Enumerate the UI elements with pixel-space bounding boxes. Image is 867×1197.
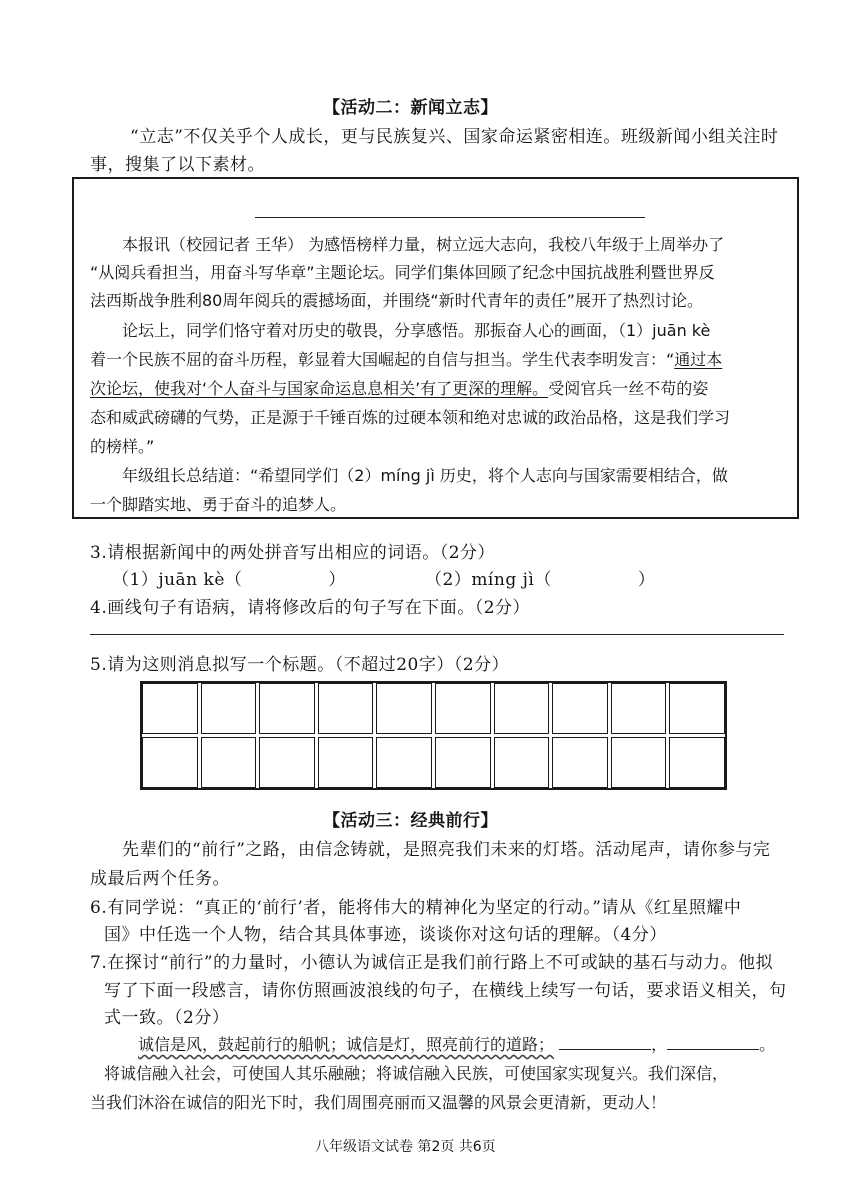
news-p2-line4: 态和威武磅礴的气势，正是源于千锤百炼的过硬本领和绝对忠诚的政治品格，这是我们学习 — [90, 408, 731, 427]
question-3: 3.请根据新闻中的两处拼音写出相应的词语。（2分） — [90, 543, 496, 563]
question-6-line2: 国》中任选一个人物，结合其具体事迹，谈谈你对这句话的理解。（4分） — [104, 925, 667, 945]
news-p2-line2 — [90, 347, 722, 370]
grid-cell[interactable] — [142, 737, 198, 788]
question-6-line1: 6.有同学说：“真正的‘前行’者，能将伟大的精神化为坚定的行动。”请从《红星照耀中 — [90, 898, 742, 918]
page-footer: 八年级语文试卷 第2页 共6页 — [315, 1139, 496, 1155]
activity3-heading: 【活动三：经典前行】 — [323, 811, 498, 831]
question-5: 5.请为这则消息拟写一个标题。（不超过20字）（2分） — [90, 655, 510, 675]
grid-cell[interactable] — [552, 737, 608, 788]
underlined-sentence-part2: 次论坛，使我对‘个人奋斗与国家命运息息相关’有了更深的理解。 — [90, 379, 549, 398]
grid-cell[interactable] — [201, 683, 257, 734]
grid-cell[interactable] — [318, 683, 374, 734]
grid-cell[interactable] — [259, 737, 315, 788]
activity2-intro-line1: “立志”不仅关乎个人成长，更与民族复兴、国家命运紧密相连。班级新闻小组关注时 — [130, 127, 779, 147]
q7-period: 。 — [759, 1035, 776, 1054]
grid-cell[interactable] — [494, 737, 550, 788]
q3-answer-1 — [112, 565, 346, 590]
activity3-intro-line1: 先辈们的“前行”之路，由信念铸就，是照亮我们未来的灯塔。活动尾声，请你参与完 — [122, 840, 771, 860]
q7-sentence-line — [138, 1032, 775, 1055]
question-4: 4.画线句子有语病，请将修改后的句子写在下面。（2分） — [90, 598, 531, 618]
news-p3-line1: 年级组长总结道：“希望同学们（2）míng jì 历史，将个人志向与国家需要相结合，做 — [122, 466, 728, 485]
grid-cell[interactable] — [435, 683, 491, 734]
news-p1-line1: 本报讯（校园记者 王华） 为感悟榜样力量，树立远大志向，我校八年级于上周举办了 — [122, 235, 725, 254]
grid-cell[interactable] — [494, 683, 550, 734]
grid-cell[interactable] — [552, 683, 608, 734]
underlined-sentence-part1: 通过本 — [674, 350, 723, 369]
q3-answer-1-label: （1）juān kè（ — [112, 570, 243, 590]
grid-cell[interactable] — [318, 737, 374, 788]
news-p2-line1: 论坛上，同学们恪守着对历史的敬畏，分享感悟。那振奋人心的画面，（1）juān kè — [122, 321, 711, 340]
grid-cell[interactable] — [376, 683, 432, 734]
q7-comma: ， — [651, 1035, 668, 1054]
grid-cell[interactable] — [435, 737, 491, 788]
news-p1-line3: 法西斯战争胜利80周年阅兵的震撼场面，并围绕“新时代青年的责任”展开了热烈讨论。 — [90, 291, 703, 310]
q7-text-line6: 当我们沐浴在诚信的阳光下时，我们周围亮丽而又温馨的风景会更清新，更动人！ — [90, 1093, 667, 1112]
q7-blank-1[interactable] — [559, 1035, 651, 1050]
q3-answer-2-close: ） — [637, 570, 656, 590]
question-7-line1: 7.在探讨“前行”的力量时，小德认为诚信正是我们前行路上不可或缺的基石与动力。他拟 — [90, 953, 774, 973]
q3-answer-2-label: （2）míng jì（ — [425, 570, 552, 590]
q3-answer-2 — [425, 565, 655, 590]
news-p2-line3 — [90, 376, 708, 399]
news-p1-line2: “从阅兵看担当，用奋斗写华章”主题论坛。同学们集体回顾了纪念中国抗战胜利暨世界反 — [90, 263, 715, 282]
news-p3-line2: 一个脚踏实地、勇于奋斗的追梦人。 — [90, 495, 347, 514]
activity2-heading: 【活动二：新闻立志】 — [323, 98, 498, 118]
q7-blank-2[interactable] — [667, 1035, 759, 1050]
grid-cell[interactable] — [611, 683, 667, 734]
title-writing-grid[interactable] — [140, 681, 727, 790]
news-title-blank — [255, 217, 645, 218]
activity3-intro-line2: 成最后两个任务。 — [90, 869, 230, 889]
grid-cell[interactable] — [201, 737, 257, 788]
q7-text-line5: 将诚信融入社会，可使国人其乐融融；将诚信融入民族，可使国家实现复兴。我们深信， — [104, 1064, 729, 1083]
news-p2-line3-text: 受阅官兵一丝不苟的姿 — [548, 379, 709, 398]
grid-cell[interactable] — [142, 683, 198, 734]
grid-cell[interactable] — [669, 683, 725, 734]
activity2-intro-line2: 事，搜集了以下素材。 — [90, 155, 265, 175]
grid-cell[interactable] — [611, 737, 667, 788]
grid-cell[interactable] — [259, 683, 315, 734]
question-7-line3: 式一致。（2分） — [104, 1008, 230, 1028]
q4-answer-line[interactable] — [90, 634, 784, 635]
news-p2-line5: 的榜样。” — [90, 437, 155, 456]
question-7-line2: 写了下面一段感言，请你仿照画波浪线的句子，在横线上续写一句话，要求语义相关，句 — [104, 981, 787, 1001]
wavy-sentence: 诚信是风，鼓起前行的船帆；诚信是灯，照亮前行的道路； — [138, 1035, 555, 1054]
grid-cell[interactable] — [669, 737, 725, 788]
grid-cell[interactable] — [376, 737, 432, 788]
q3-answer-1-close: ） — [328, 570, 346, 590]
news-p2-line2-text: 着一个民族不屈的奋斗历程，彰显着大国崛起的自信与担当。学生代表李明发言：“ — [90, 350, 675, 369]
